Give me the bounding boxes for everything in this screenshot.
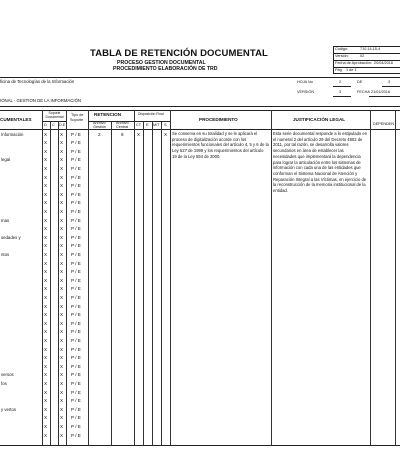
hoja-value: 2 <box>339 80 342 84</box>
disposicion-col-s: S <box>164 123 167 127</box>
row-series-label: mas <box>1 217 10 223</box>
soporte-header: Soporte Documental <box>45 111 64 119</box>
row-soporte-mark: X <box>44 337 48 343</box>
row-soporte-de-mark: X <box>60 389 64 395</box>
table-version-value: 3 <box>339 90 342 94</box>
row-soporte-de-mark: X <box>60 380 64 386</box>
table-row <box>0 208 170 217</box>
de-value: 3 <box>388 80 391 84</box>
table-row <box>0 226 170 235</box>
row-soporte-mark: X <box>44 346 48 352</box>
row-tipo-soporte: P / E <box>71 423 81 429</box>
table-row <box>0 423 170 432</box>
table-row <box>0 260 170 269</box>
table-row <box>0 432 170 441</box>
row-tipo-soporte: P / E <box>71 286 81 292</box>
table-row <box>0 148 170 157</box>
row-soporte-de-mark: X <box>60 191 64 197</box>
code-value: 710.14.15-4 <box>360 47 381 51</box>
row-soporte-mark: X <box>44 423 48 429</box>
row-soporte-de-mark: X <box>60 226 64 232</box>
row-soporte-de-mark: X <box>60 148 64 154</box>
row-soporte-de-mark: X <box>60 423 64 429</box>
tipo-header-1: Tipo de <box>71 113 84 117</box>
row-soporte-mark: X <box>44 148 48 154</box>
table-row <box>0 217 170 226</box>
row-tipo-soporte: P / E <box>71 174 81 180</box>
row-soporte-de-mark: X <box>60 208 64 214</box>
soporte-col-d: D <box>44 123 47 127</box>
row-soporte-de-mark: X <box>60 200 64 206</box>
row-soporte-mark: X <box>44 157 48 163</box>
row-tipo-soporte: P / E <box>71 217 81 223</box>
row-soporte-mark: X <box>44 140 48 146</box>
table-row <box>0 346 170 355</box>
archivo-central-header-2: Central <box>116 125 129 129</box>
row-soporte-mark: X <box>44 131 48 137</box>
table-row <box>0 200 170 209</box>
table-date-value: 21/01/2016 <box>371 90 391 94</box>
approval-date-label: Fecha de Aprobación: <box>335 61 372 65</box>
table-row <box>0 398 170 407</box>
row-soporte-de-mark: X <box>60 157 64 163</box>
table-row <box>0 312 170 321</box>
table-row <box>0 406 170 415</box>
row-soporte-mark: X <box>44 372 48 378</box>
procedimiento-text: Se conserva en su totalidad y se le aplicará el proceso de digitalización acorde con los requerimientos funcionales del artículo 4, 5 y 6 de la Ley 527 de 1999 y los requerimientos del artículo 19 de la Ley 594 de 2000. <box>172 131 269 159</box>
row-soporte-mark: X <box>44 415 48 421</box>
table-row <box>0 140 170 149</box>
table-row <box>0 380 170 389</box>
disposicion-col-ct: CT <box>136 123 142 127</box>
table-row <box>0 303 170 312</box>
row-disposicion-s: X <box>164 131 168 137</box>
row-tipo-soporte: P / E <box>71 372 81 378</box>
table-date-label: FECHA <box>357 90 370 94</box>
row-tipo-soporte: P / E <box>71 406 81 412</box>
row-soporte-de-mark: X <box>60 286 64 292</box>
row-tipo-soporte: P / E <box>71 157 81 163</box>
row-soporte-mark: X <box>44 286 48 292</box>
procedimiento-header: PROCEDIMIENTO <box>199 117 238 122</box>
row-soporte-mark: X <box>44 406 48 412</box>
row-soporte-mark: X <box>44 329 48 335</box>
row-archivo-gestion: 2 <box>98 131 101 137</box>
row-tipo-soporte: P / E <box>71 165 81 171</box>
row-soporte-de-mark: X <box>60 320 64 326</box>
row-tipo-soporte: P / E <box>71 303 81 309</box>
row-soporte-mark: X <box>44 432 48 438</box>
table-row <box>0 355 170 364</box>
extra-col-header: DEPENDEN <box>373 122 395 126</box>
row-soporte-de-mark: X <box>60 165 64 171</box>
page-value: 1 de 1 <box>346 68 357 72</box>
table-row <box>0 329 170 338</box>
row-soporte-de-mark: X <box>60 363 64 369</box>
table-row <box>0 363 170 372</box>
row-soporte-de-mark: X <box>60 243 64 249</box>
archivo-gestion-header-2: Gestión <box>93 125 107 129</box>
disposicion-col-e: E <box>146 123 149 127</box>
row-series-label: y vertos <box>1 406 17 412</box>
row-soporte-de-mark: X <box>60 303 64 309</box>
table-row <box>0 320 170 329</box>
row-soporte-mark: X <box>44 200 48 206</box>
row-tipo-soporte: P / E <box>71 320 81 326</box>
row-soporte-de-mark: X <box>60 355 64 361</box>
row-soporte-de-mark: X <box>60 269 64 275</box>
row-soporte-mark: X <box>44 226 48 232</box>
table-version-label: VERSIÓN <box>297 90 315 94</box>
table-row <box>0 389 170 398</box>
row-tipo-soporte: P / E <box>71 251 81 257</box>
table-row <box>0 251 170 260</box>
table-row <box>0 277 170 286</box>
de-label: DE <box>357 80 363 84</box>
row-tipo-soporte: P / E <box>71 398 81 404</box>
row-soporte-de-mark: X <box>60 140 64 146</box>
version-value: 02 <box>360 54 365 58</box>
tipo-header-2: Soporte <box>70 118 84 122</box>
row-soporte-mark: X <box>44 208 48 214</box>
archivo-gestion-header-1: Archivo <box>93 121 106 125</box>
row-soporte-de-mark: X <box>60 217 64 223</box>
row-tipo-soporte: P / E <box>71 389 81 395</box>
row-soporte-mark: X <box>44 260 48 266</box>
row-soporte-de-mark: X <box>60 183 64 189</box>
row-soporte-de-mark: X <box>60 294 64 300</box>
row-soporte-mark: X <box>44 183 48 189</box>
row-soporte-de-mark: X <box>60 174 64 180</box>
page-label: Pág. <box>335 68 343 72</box>
row-tipo-soporte: P / E <box>71 183 81 189</box>
row-tipo-soporte: P / E <box>71 355 81 361</box>
row-tipo-soporte: P / E <box>71 234 81 240</box>
row-soporte-de-mark: X <box>60 406 64 412</box>
series-header: CUMENTALES <box>0 117 32 122</box>
row-soporte-mark: X <box>44 277 48 283</box>
table-row <box>0 243 170 252</box>
row-tipo-soporte: P / E <box>71 432 81 438</box>
dependency-line: IONAL - GESTION DE LA INFORMACIÓN <box>0 98 82 103</box>
row-tipo-soporte: P / E <box>71 277 81 283</box>
soporte-col-de: D.E <box>59 123 66 127</box>
row-soporte-mark: X <box>44 355 48 361</box>
row-soporte-mark: X <box>44 294 48 300</box>
row-soporte-mark: X <box>44 389 48 395</box>
row-soporte-de-mark: X <box>60 337 64 343</box>
row-series-label: Información <box>1 131 24 137</box>
table-row <box>0 372 170 381</box>
table-row <box>0 183 170 192</box>
table-row <box>0 174 170 183</box>
row-tipo-soporte: P / E <box>71 260 81 266</box>
row-series-label: fos <box>1 380 7 386</box>
row-soporte-de-mark: X <box>60 234 64 240</box>
row-soporte-mark: X <box>44 165 48 171</box>
row-soporte-mark: X <box>44 191 48 197</box>
row-series-label: sedades y <box>1 234 21 240</box>
justificacion-header: JUSTIFICACIÓN LEGAL <box>293 117 346 122</box>
row-soporte-de-mark: X <box>60 346 64 352</box>
table-row <box>0 157 170 166</box>
justificacion-text: Esta serie documental responde a lo estipulado en el numeral 2 del artículo 29 del Decreto 4802 de 2011, por tal razón, se desarrolla valores secundarios en área de establecer las necesidades que implementará la dependencia para lograr la articulación entre los sistemas de información con cada una de las entidades que conforman el Sistema Nacional de Atención y Reparación Integral a las Víctimas, en ejercicio de la reconstrucción de la memoria institucional de la entidad. <box>273 131 368 194</box>
row-soporte-de-mark: X <box>60 251 64 257</box>
row-tipo-soporte: P / E <box>71 226 81 232</box>
hoja-label: HOJA No <box>297 80 313 84</box>
row-tipo-soporte: P / E <box>71 415 81 421</box>
row-series-label: legal <box>1 157 11 163</box>
row-soporte-mark: X <box>44 234 48 240</box>
row-soporte-de-mark: X <box>60 260 64 266</box>
row-series-label: versos <box>1 372 14 378</box>
soporte-col-c: C <box>52 123 55 127</box>
row-soporte-de-mark: X <box>60 372 64 378</box>
row-tipo-soporte: P / E <box>71 329 81 335</box>
row-tipo-soporte: P / E <box>71 208 81 214</box>
row-tipo-soporte: P / E <box>71 148 81 154</box>
row-soporte-mark: X <box>44 320 48 326</box>
table-row <box>0 191 170 200</box>
document-subtitle-procedure: PROCEDIMIENTO ELABORACIÓN DE TRD <box>113 66 218 72</box>
row-tipo-soporte: P / E <box>71 363 81 369</box>
row-soporte-mark: X <box>44 217 48 223</box>
row-soporte-mark: X <box>44 243 48 249</box>
row-soporte-de-mark: X <box>60 415 64 421</box>
table-row <box>0 131 170 140</box>
row-tipo-soporte: P / E <box>71 380 81 386</box>
row-soporte-mark: X <box>44 251 48 257</box>
row-soporte-de-mark: X <box>60 329 64 335</box>
row-soporte-de-mark: X <box>60 131 64 137</box>
row-tipo-soporte: P / E <box>71 200 81 206</box>
code-label: Código: <box>335 47 349 51</box>
row-soporte-de-mark: X <box>60 277 64 283</box>
table-row <box>0 286 170 295</box>
approval-date-value: 20/04/2016 <box>374 61 394 65</box>
row-soporte-mark: X <box>44 303 48 309</box>
document-title: TABLA DE RETENCIÓN DOCUMENTAL <box>90 48 268 59</box>
row-series-label: ntos <box>1 251 10 257</box>
row-tipo-soporte: P / E <box>71 337 81 343</box>
table-row <box>0 269 170 278</box>
table-row <box>0 234 170 243</box>
office-line: ficina de Tecnologías de la Información <box>0 79 75 84</box>
row-tipo-soporte: P / E <box>71 269 81 275</box>
row-tipo-soporte: P / E <box>71 346 81 352</box>
row-tipo-soporte: P / E <box>71 131 81 137</box>
row-tipo-soporte: P / E <box>71 243 81 249</box>
row-tipo-soporte: P / E <box>71 140 81 146</box>
row-archivo-central: 8 <box>121 131 124 137</box>
table-row <box>0 165 170 174</box>
row-disposicion-ct: X <box>137 131 141 137</box>
document-subtitle-process: PROCESO GESTION DOCUMENTAL <box>117 60 206 66</box>
row-soporte-mark: X <box>44 363 48 369</box>
row-soporte-mark: X <box>44 269 48 275</box>
archivo-central-header-1: Archivo <box>116 121 129 125</box>
row-tipo-soporte: P / E <box>71 294 81 300</box>
table-row <box>0 337 170 346</box>
row-soporte-mark: X <box>44 174 48 180</box>
disposicion-col-mt: M/T <box>153 123 160 127</box>
row-soporte-de-mark: X <box>60 312 64 318</box>
version-label: Versión: <box>335 54 349 58</box>
table-row <box>0 294 170 303</box>
row-soporte-mark: X <box>44 312 48 318</box>
row-soporte-mark: X <box>44 398 48 404</box>
row-soporte-de-mark: X <box>60 432 64 438</box>
row-tipo-soporte: P / E <box>71 312 81 318</box>
retencion-header: RETENCION <box>94 112 122 117</box>
disposicion-header: Disposición Final <box>138 112 164 116</box>
row-soporte-mark: X <box>44 380 48 386</box>
row-tipo-soporte: P / E <box>71 191 81 197</box>
table-row <box>0 415 170 424</box>
row-soporte-de-mark: X <box>60 398 64 404</box>
